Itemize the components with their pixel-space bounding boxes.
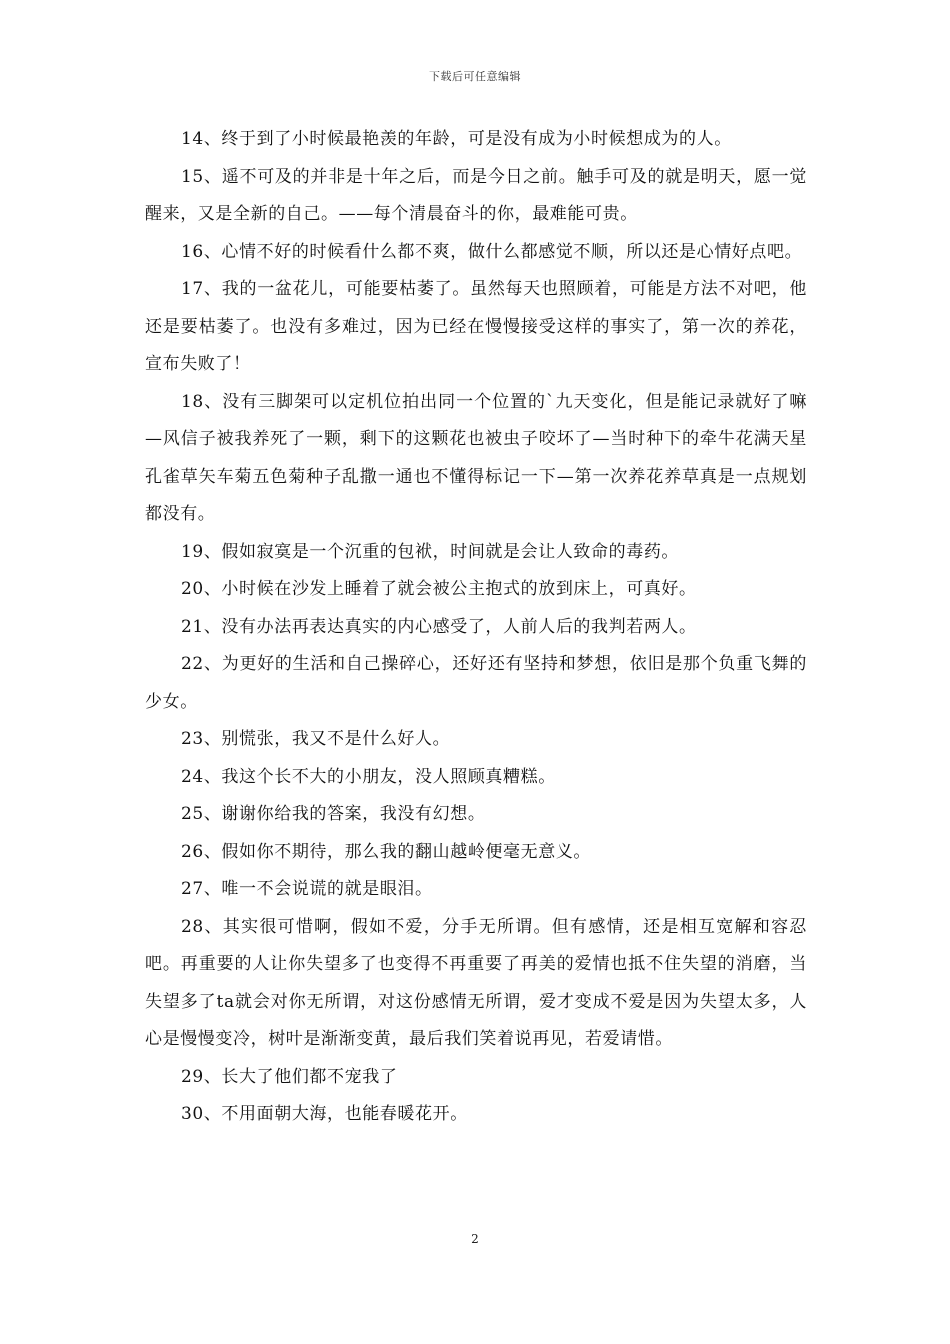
paragraph-22: 22、为更好的生活和自己操碎心，还好还有坚持和梦想，依旧是那个负重飞舞的少女。 [145, 654, 807, 712]
paragraph-17: 17、我的一盆花儿，可能要枯萎了。虽然每天也照顾着，可能是方法不对吧，他还是要枯萎了。也没有多难过，因为已经在慢慢接受这样的事实了，第一次的养花，宣布失败了！ [145, 279, 807, 374]
paragraph-27: 27、唯一不会说谎的就是眼泪。 [181, 879, 433, 899]
document-body [145, 121, 807, 1134]
page-header: 下载后可任意编辑 [429, 70, 521, 83]
paragraph-16: 16、心情不好的时候看什么都不爽，做什么都感觉不顺，所以还是心情好点吧。 [181, 241, 803, 262]
paragraph-23: 23、别慌张，我又不是什么好人。 [181, 729, 451, 749]
paragraph-20: 20、小时候在沙发上睡着了就会被公主抱式的放到床上，可真好。 [181, 579, 697, 599]
paragraph-26: 26、假如你不期待，那么我的翻山越岭便毫无意义。 [181, 841, 592, 862]
paragraph-14: 14、终于到了小时候最艳羡的年龄，可是没有成为小时候想成为的人。 [181, 129, 732, 149]
paragraph-25: 25、谢谢你给我的答案，我没有幻想。 [181, 804, 486, 824]
paragraph-30: 30、不用面朝大海，也能春暖花开。 [181, 1104, 468, 1124]
paragraph-21: 21、没有办法再表达真实的内心感受了，人前人后的我判若两人。 [181, 616, 697, 637]
paragraph-15: 15、遥不可及的并非是十年之后，而是今日之前。触手可及的就是明天，愿一觉醒来，又是全新的自己。——每个清晨奋斗的你，最难能可贵。 [145, 166, 807, 224]
page-number: 2 [471, 1232, 479, 1246]
paragraph-29: 29、长大了他们都不宠我了 [181, 1066, 398, 1087]
paragraph-18: 18、没有三脚架可以定机位拍出同一个位置的`九天变化，但是能记录就好了嘛—风信子被我养死了一颗，剩下的这颗花也被虫子咬坏了—当时种下的牵牛花满天星孔雀草矢车菊五色菊种子乱撒一通也不懂得标记一下—第一次养花养草真是一点规划都没有。 [145, 391, 807, 524]
paragraph-24: 24、我这个长不大的小朋友，没人照顾真糟糕。 [181, 766, 556, 787]
paragraph-28: 28、其实很可惜啊，假如不爱，分手无所谓。但有感情，还是相互宽解和容忍吧。再重要的人让你失望多了也变得不再重要了再美的爱情也抵不住失望的消磨，当失望多了ta就会对你无所谓，对这份感情无所谓，爱才变成不爱是因为失望太多，人心是慢慢变冷，树叶是渐渐变黄，最后我们笑着说再见，若爱请惜。 [145, 916, 807, 1049]
paragraph-19: 19、假如寂寞是一个沉重的包袱，时间就是会让人致命的毒药。 [181, 541, 680, 562]
